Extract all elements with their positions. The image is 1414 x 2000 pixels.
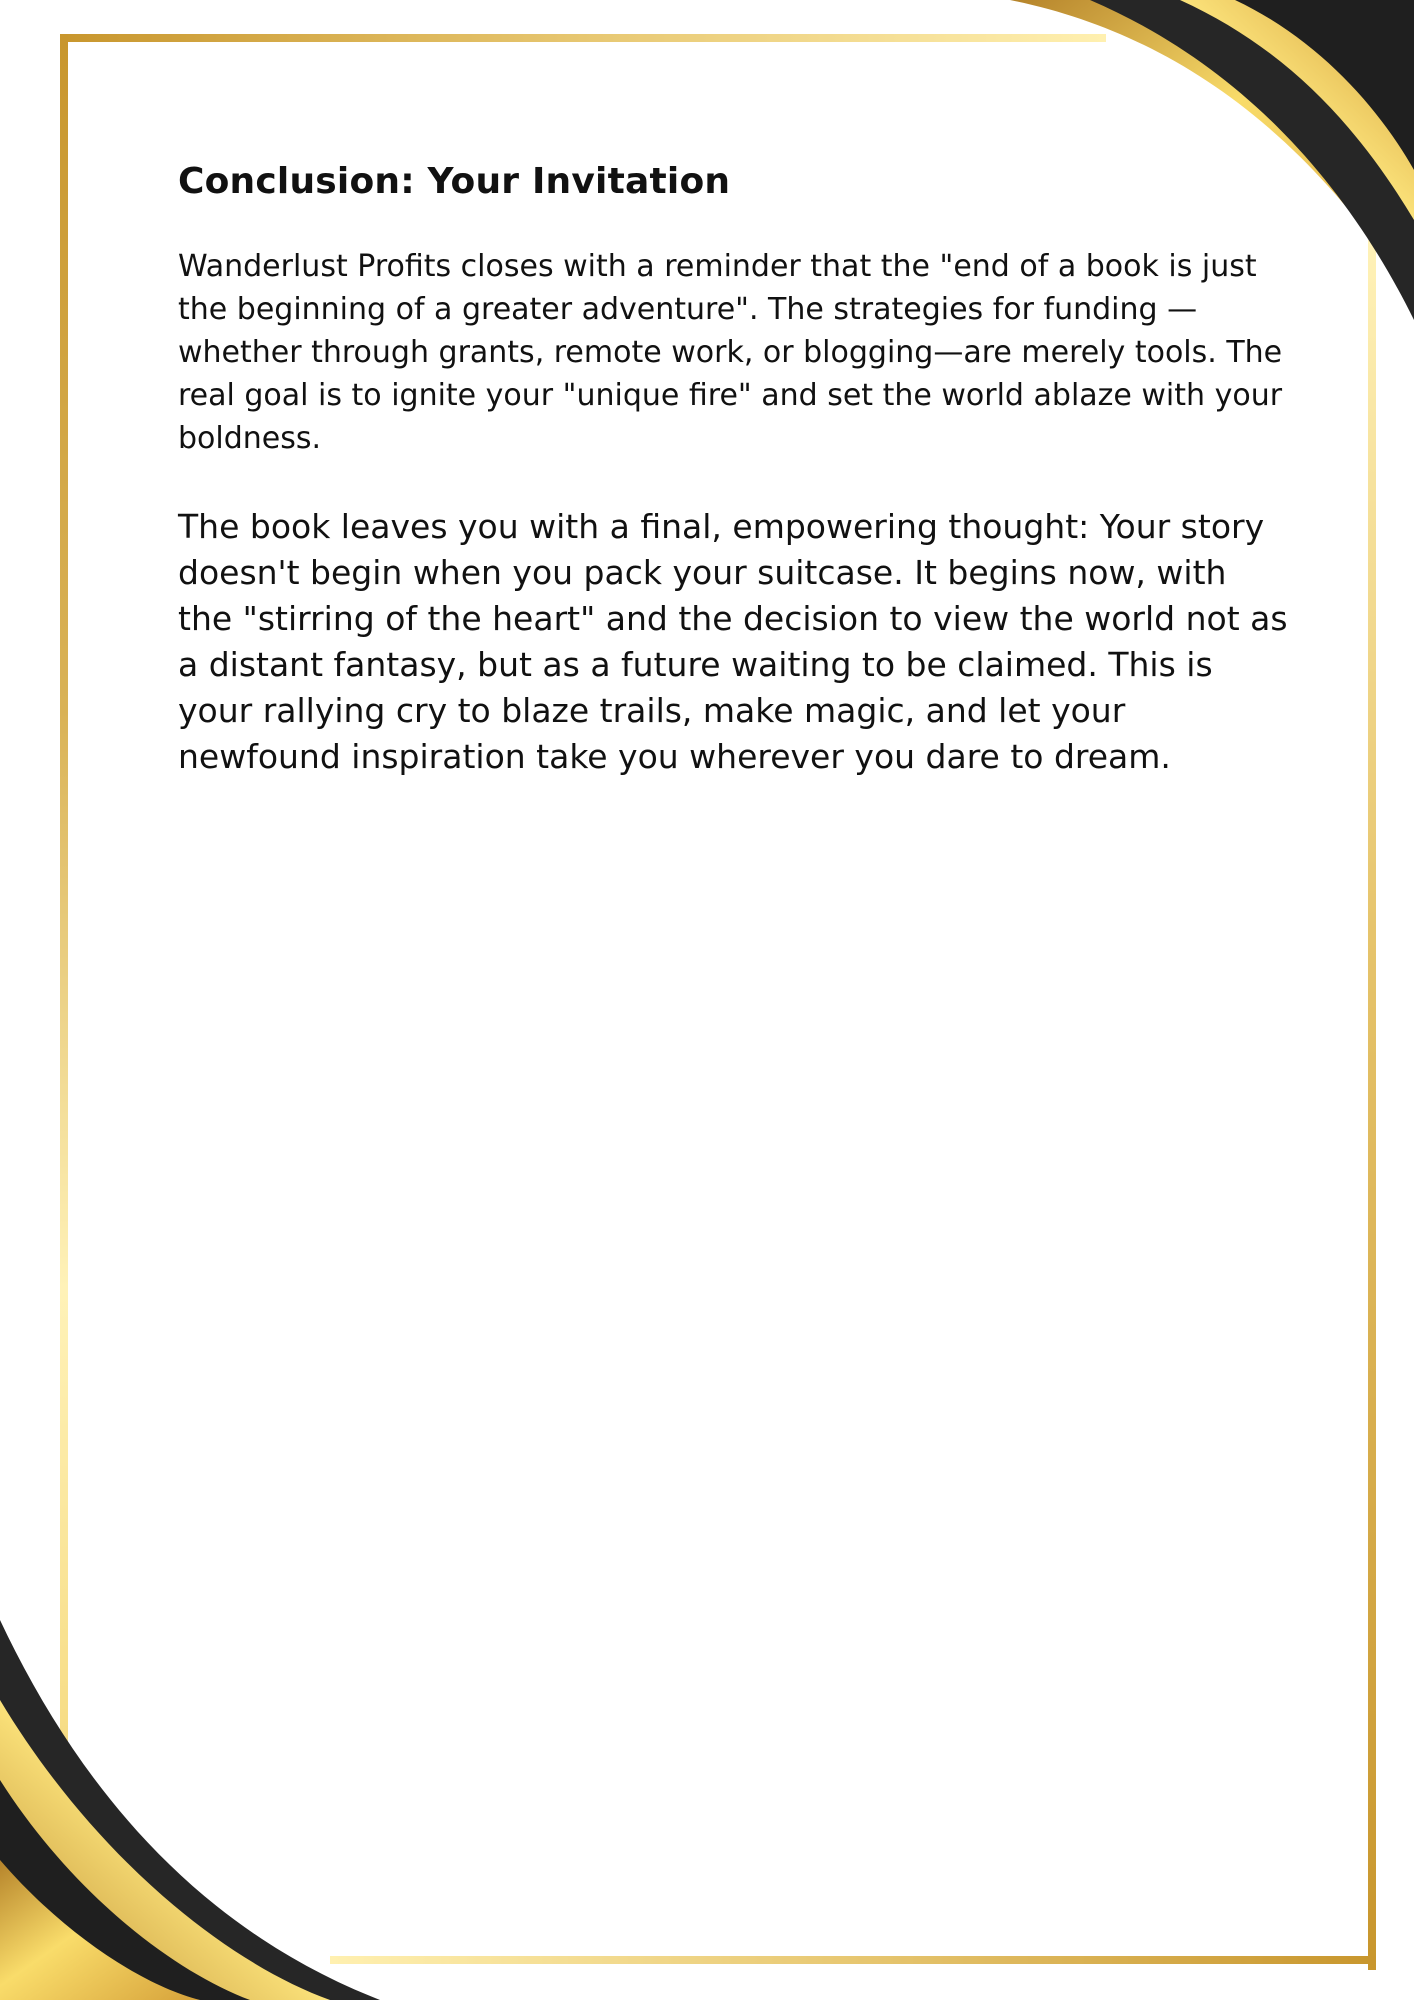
frame-left-edge [60, 34, 68, 1964]
frame-bottom-edge [330, 1956, 1376, 1964]
frame-right-edge [1368, 240, 1376, 1970]
corner-ribbon-bottom-left [0, 1620, 380, 2000]
page-heading: Conclusion: Your Invitation [178, 161, 731, 202]
body-paragraph: Wanderlust Profits closes with a reminder that the "end of a book is just the beginning of a greater adventure". The strategies for funding —whether through grants, remote work, or blogging—are merely tools. The real goal is to ignite your "unique fire" and set the world ablaze with your boldness. [178, 249, 1283, 457]
frame-top-edge [60, 34, 1106, 42]
body-paragraph: The book leaves you with a final, empowering thought: Your story doesn't begin when you pack your suitcase. It begins now, with the "stirring of the heart" and the decision to view the world not as a distant fantasy, but as a future waiting to be claimed. This is your rallying cry to blaze trails, make magic, and let your newfound inspiration take you wherever you dare to dream. [178, 507, 1288, 777]
page-content [178, 160, 1288, 780]
